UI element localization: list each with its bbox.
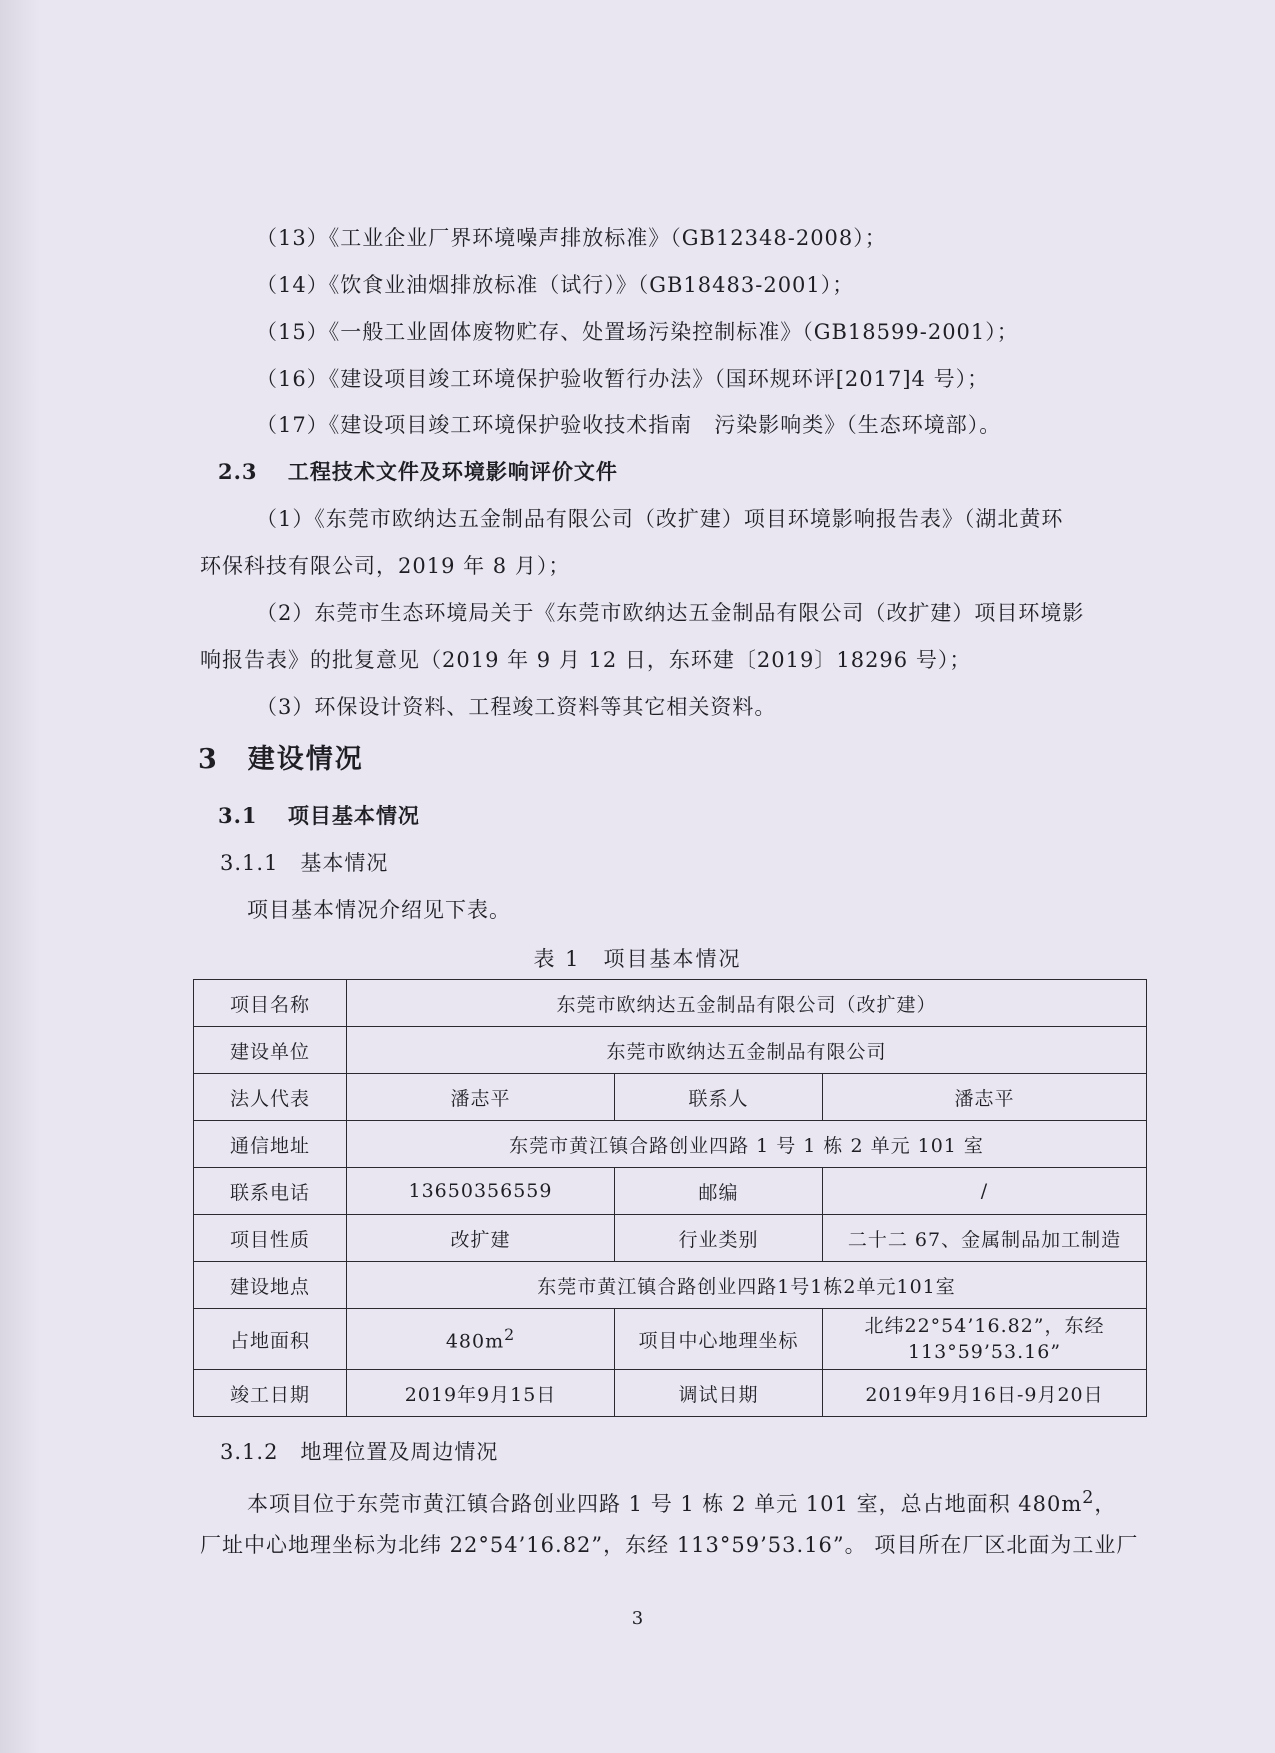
table-intro-text: 项目基本情况介绍见下表。 (247, 898, 511, 922)
table-caption: 表 1 项目基本情况 (533, 947, 742, 971)
table-value-cell: 潘志平 (347, 1074, 615, 1121)
table-label-cell: 建设地点 (194, 1262, 347, 1309)
table-label-cell: 项目中心地理坐标 (615, 1309, 823, 1370)
table-label-cell: 建设单位 (194, 1027, 347, 1074)
table-value-cell (347, 1309, 615, 1370)
table-label-cell: 邮编 (615, 1168, 823, 1215)
table-label-cell: 调试日期 (615, 1370, 823, 1417)
standard-item-14: （14）《饮食业油烟排放标准（试行）》（GB18483-2001）； (256, 273, 855, 297)
doc-item-1-line1: （1）《东莞市欧纳达五金制品有限公司（改扩建）项目环境影响报告表》（湖北黄环 (256, 507, 1064, 531)
section-3-1-1-heading: 3.1.1 基本情况 (220, 851, 389, 875)
table-value-cell: 东莞市黄江镇合路创业四路1号1栋2单元101室 (347, 1262, 1147, 1309)
standard-item-15: （15）《一般工业固体废物贮存、处置场污染控制标准》（GB18599-2001）； (256, 320, 1019, 344)
table-label-cell: 法人代表 (194, 1074, 347, 1121)
table-value-cell: 2019年9月15日 (347, 1370, 615, 1417)
standard-item-17: （17）《建设项目竣工环境保护验收技术指南 污染影响类》（生态环境部）。 (256, 413, 1002, 437)
table-label-cell: 通信地址 (194, 1121, 347, 1168)
table-value-cell: / (823, 1168, 1147, 1215)
scan-shadow (0, 0, 40, 1753)
location-text-b: ， (1094, 1492, 1117, 1516)
table-label-cell: 竣工日期 (194, 1370, 347, 1417)
table-row (194, 1027, 1147, 1074)
table-row (194, 1309, 1147, 1370)
doc-item-2-line1: （2）东莞市生态环境局关于《东莞市欧纳达五金制品有限公司（改扩建）项目环境影 (256, 601, 1085, 625)
table-value-cell: 二十二 67、金属制品加工制造 (823, 1215, 1147, 1262)
table-label-cell: 联系人 (615, 1074, 823, 1121)
section-3-heading: 3 建设情况 (198, 744, 364, 775)
coord-line-2: 113°59’53.16” (907, 1341, 1062, 1363)
table-row (194, 980, 1147, 1027)
area-superscript: 2 (504, 1325, 516, 1345)
table-value-cell: 东莞市黄江镇合路创业四路 1 号 1 栋 2 单元 101 室 (347, 1121, 1147, 1168)
table-label-cell: 占地面积 (194, 1309, 347, 1370)
table-row (194, 1121, 1147, 1168)
table-row (194, 1168, 1147, 1215)
table-label-cell: 项目名称 (194, 980, 347, 1027)
table-value-cell: 13650356559 (347, 1168, 615, 1215)
section-2-3-heading: 2.3 工程技术文件及环境影响评价文件 (218, 459, 618, 484)
area-value: 480m (445, 1330, 505, 1353)
location-paragraph-line1 (247, 1483, 1116, 1519)
doc-item-2-line2: 响报告表》的批复意见（2019 年 9 月 12 日，东环建〔2019〕18296 号）； (200, 648, 972, 672)
table-value-cell: 2019年9月16日-9月20日 (823, 1370, 1147, 1417)
doc-item-3: （3）环保设计资料、工程竣工资料等其它相关资料。 (256, 695, 777, 719)
table-value-cell (823, 1309, 1147, 1370)
section-3-1-heading: 3.1 项目基本情况 (218, 803, 420, 828)
table-value-cell: 东莞市欧纳达五金制品有限公司（改扩建） (347, 980, 1147, 1027)
standard-item-13: （13）《工业企业厂界环境噪声排放标准》（GB12348-2008）； (256, 226, 887, 250)
table-value-cell: 潘志平 (823, 1074, 1147, 1121)
table-label-cell: 联系电话 (194, 1168, 347, 1215)
coord-line-1: 北纬22°54’16.82”，东经 (864, 1315, 1105, 1337)
standard-item-16: （16）《建设项目竣工环境保护验收暂行办法》（国环规环评[2017]4 号）； (256, 367, 990, 391)
table-row (194, 1370, 1147, 1417)
table-label-cell: 项目性质 (194, 1215, 347, 1262)
location-paragraph-line2: 厂址中心地理坐标为北纬 22°54’16.82”，东经 113°59’53.16”。 项目所在厂区北面为工业厂 (200, 1533, 1139, 1557)
table-value-cell: 东莞市欧纳达五金制品有限公司 (347, 1027, 1147, 1074)
location-text-a: 本项目位于东莞市黄江镇合路创业四路 1 号 1 栋 2 单元 101 室，总占地面积 480m (247, 1492, 1083, 1516)
page-number: 3 (631, 1608, 644, 1629)
table-row (194, 1074, 1147, 1121)
doc-item-1-line2: 环保科技有限公司，2019 年 8 月）； (200, 554, 571, 578)
table-label-cell: 行业类别 (615, 1215, 823, 1262)
section-3-1-2-heading: 3.1.2 地理位置及周边情况 (220, 1440, 499, 1464)
table-row (194, 1215, 1147, 1262)
project-info-table (193, 979, 1147, 1417)
table-value-cell: 改扩建 (347, 1215, 615, 1262)
area-superscript-text: 2 (1082, 1488, 1095, 1508)
table-row (194, 1262, 1147, 1309)
